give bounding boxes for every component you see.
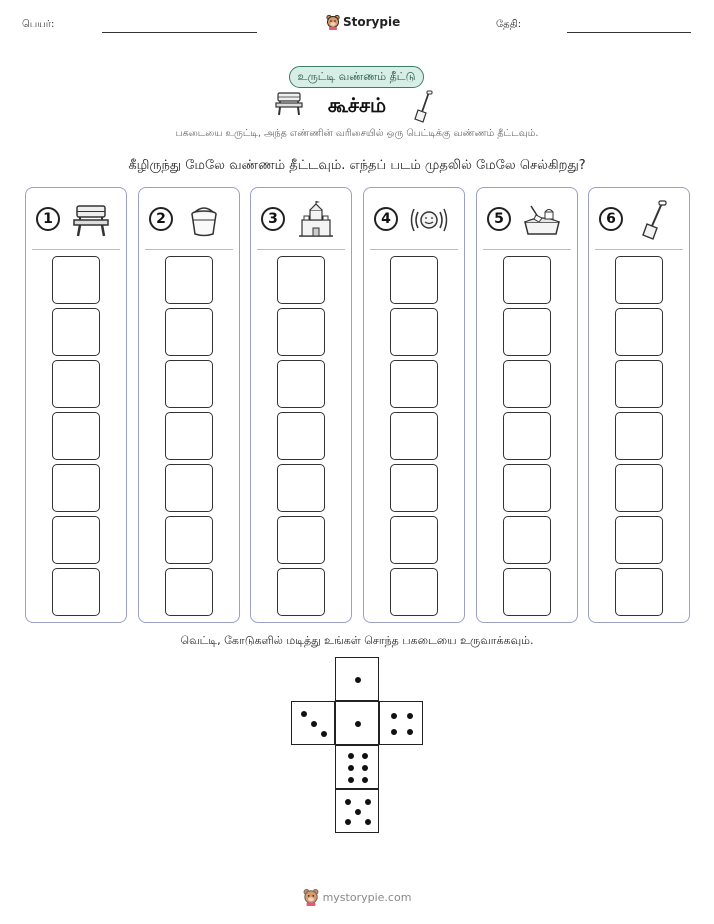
dice-face bbox=[335, 745, 379, 789]
name-label: பெயர்: bbox=[22, 19, 55, 30]
color-box[interactable] bbox=[390, 256, 438, 304]
dice-face bbox=[335, 701, 379, 745]
column-number: 1 bbox=[36, 207, 60, 231]
color-box[interactable] bbox=[615, 464, 663, 512]
dice-pip bbox=[362, 777, 368, 783]
date-line[interactable] bbox=[567, 32, 691, 33]
dice-pip bbox=[391, 713, 397, 719]
dice-pip bbox=[362, 753, 368, 759]
color-box[interactable] bbox=[390, 464, 438, 512]
dice-pip bbox=[301, 711, 307, 717]
dice-instruction: வெட்டி, கோடுகளில் மடித்து உங்கள் சொந்த பகடையை உருவாக்கவும். bbox=[180, 634, 534, 647]
dice-column-4 bbox=[363, 187, 465, 623]
color-box[interactable] bbox=[503, 360, 551, 408]
color-box[interactable] bbox=[52, 412, 100, 460]
dice-pip bbox=[311, 721, 317, 727]
color-box[interactable] bbox=[503, 412, 551, 460]
shovel-icon bbox=[412, 90, 434, 124]
dice-pip bbox=[348, 777, 354, 783]
color-box[interactable] bbox=[277, 308, 325, 356]
color-box[interactable] bbox=[277, 568, 325, 616]
dice-pip bbox=[345, 819, 351, 825]
dice-pip bbox=[407, 713, 413, 719]
color-box[interactable] bbox=[165, 412, 213, 460]
color-box[interactable] bbox=[615, 308, 663, 356]
color-box[interactable] bbox=[390, 516, 438, 564]
color-box[interactable] bbox=[52, 256, 100, 304]
color-box[interactable] bbox=[615, 412, 663, 460]
color-box[interactable] bbox=[165, 360, 213, 408]
column-divider bbox=[257, 249, 345, 250]
color-box[interactable] bbox=[52, 568, 100, 616]
column-divider bbox=[145, 249, 233, 250]
column-divider bbox=[370, 249, 458, 250]
dice-pip bbox=[407, 729, 413, 735]
dice-face bbox=[335, 657, 379, 701]
color-box[interactable] bbox=[277, 412, 325, 460]
dice-pip bbox=[355, 677, 361, 683]
color-box[interactable] bbox=[390, 308, 438, 356]
color-box[interactable] bbox=[390, 360, 438, 408]
shy-face-icon bbox=[409, 200, 449, 240]
footer-url: mystorypie.com bbox=[322, 890, 412, 904]
shovel-icon bbox=[634, 200, 674, 240]
color-box[interactable] bbox=[503, 516, 551, 564]
color-box[interactable] bbox=[52, 516, 100, 564]
color-box[interactable] bbox=[277, 516, 325, 564]
activity-badge: உருட்டி வண்ணம் தீட்டு bbox=[289, 66, 424, 88]
bucket-icon bbox=[184, 200, 224, 240]
dice-pip bbox=[365, 799, 371, 805]
color-box[interactable] bbox=[52, 308, 100, 356]
color-box[interactable] bbox=[277, 256, 325, 304]
storypie-logo bbox=[326, 14, 400, 30]
dice-column-1 bbox=[25, 187, 127, 623]
column-header bbox=[139, 188, 239, 248]
column-header bbox=[26, 188, 126, 248]
color-box[interactable] bbox=[615, 256, 663, 304]
instructions-text: பகடையை உருட்டி, அந்த எண்ணின் வரிசையில் ஒரு பெட்டிக்கு வண்ணம் தீட்டவும். bbox=[175, 128, 539, 139]
color-box[interactable] bbox=[165, 256, 213, 304]
dice-pip bbox=[321, 731, 327, 737]
dice-pip bbox=[345, 799, 351, 805]
color-box[interactable] bbox=[165, 308, 213, 356]
sandcastle-icon bbox=[296, 200, 336, 240]
color-box[interactable] bbox=[503, 256, 551, 304]
bench-icon bbox=[71, 200, 111, 240]
brand-name: Storypie bbox=[343, 15, 401, 29]
color-box[interactable] bbox=[615, 360, 663, 408]
question-text: கீழிருந்து மேலே வண்ணம் தீட்டவும். எந்தப் படம் முதலில் மேலே செல்கிறது? bbox=[128, 158, 586, 173]
color-box[interactable] bbox=[615, 516, 663, 564]
dice-column-6 bbox=[588, 187, 690, 623]
color-box[interactable] bbox=[615, 568, 663, 616]
color-box[interactable] bbox=[277, 464, 325, 512]
color-box[interactable] bbox=[52, 464, 100, 512]
dice-pip bbox=[348, 765, 354, 771]
column-header bbox=[251, 188, 351, 248]
dice-pip bbox=[362, 765, 368, 771]
column-header bbox=[364, 188, 464, 248]
sandbox-icon bbox=[522, 200, 562, 240]
bear-icon bbox=[303, 888, 319, 906]
dice-pip bbox=[355, 721, 361, 727]
color-box[interactable] bbox=[277, 360, 325, 408]
column-number: 3 bbox=[261, 207, 285, 231]
dice-column-3 bbox=[250, 187, 352, 623]
dice-pip bbox=[391, 729, 397, 735]
color-box[interactable] bbox=[165, 516, 213, 564]
column-divider bbox=[32, 249, 120, 250]
name-line[interactable] bbox=[102, 32, 257, 33]
color-box[interactable] bbox=[390, 412, 438, 460]
color-box[interactable] bbox=[165, 464, 213, 512]
column-number: 5 bbox=[487, 207, 511, 231]
dice-column-2 bbox=[138, 187, 240, 623]
color-box[interactable] bbox=[503, 464, 551, 512]
column-divider bbox=[483, 249, 571, 250]
column-header bbox=[477, 188, 577, 248]
color-box[interactable] bbox=[390, 568, 438, 616]
color-box[interactable] bbox=[52, 360, 100, 408]
dice-pip bbox=[355, 809, 361, 815]
color-box[interactable] bbox=[503, 308, 551, 356]
column-number: 6 bbox=[599, 207, 623, 231]
bear-icon bbox=[326, 14, 340, 30]
date-label: தேதி: bbox=[496, 19, 522, 30]
dice-face bbox=[379, 701, 423, 745]
color-box[interactable] bbox=[503, 568, 551, 616]
column-number: 4 bbox=[374, 207, 398, 231]
dice-column-5 bbox=[476, 187, 578, 623]
dice-pip bbox=[365, 819, 371, 825]
column-number: 2 bbox=[149, 207, 173, 231]
column-divider bbox=[595, 249, 683, 250]
column-header bbox=[589, 188, 689, 248]
color-box[interactable] bbox=[165, 568, 213, 616]
dice-pip bbox=[348, 753, 354, 759]
dice-face bbox=[291, 701, 335, 745]
footer bbox=[0, 888, 714, 906]
worksheet-title: கூச்சம் bbox=[327, 93, 387, 117]
dice-face bbox=[335, 789, 379, 833]
